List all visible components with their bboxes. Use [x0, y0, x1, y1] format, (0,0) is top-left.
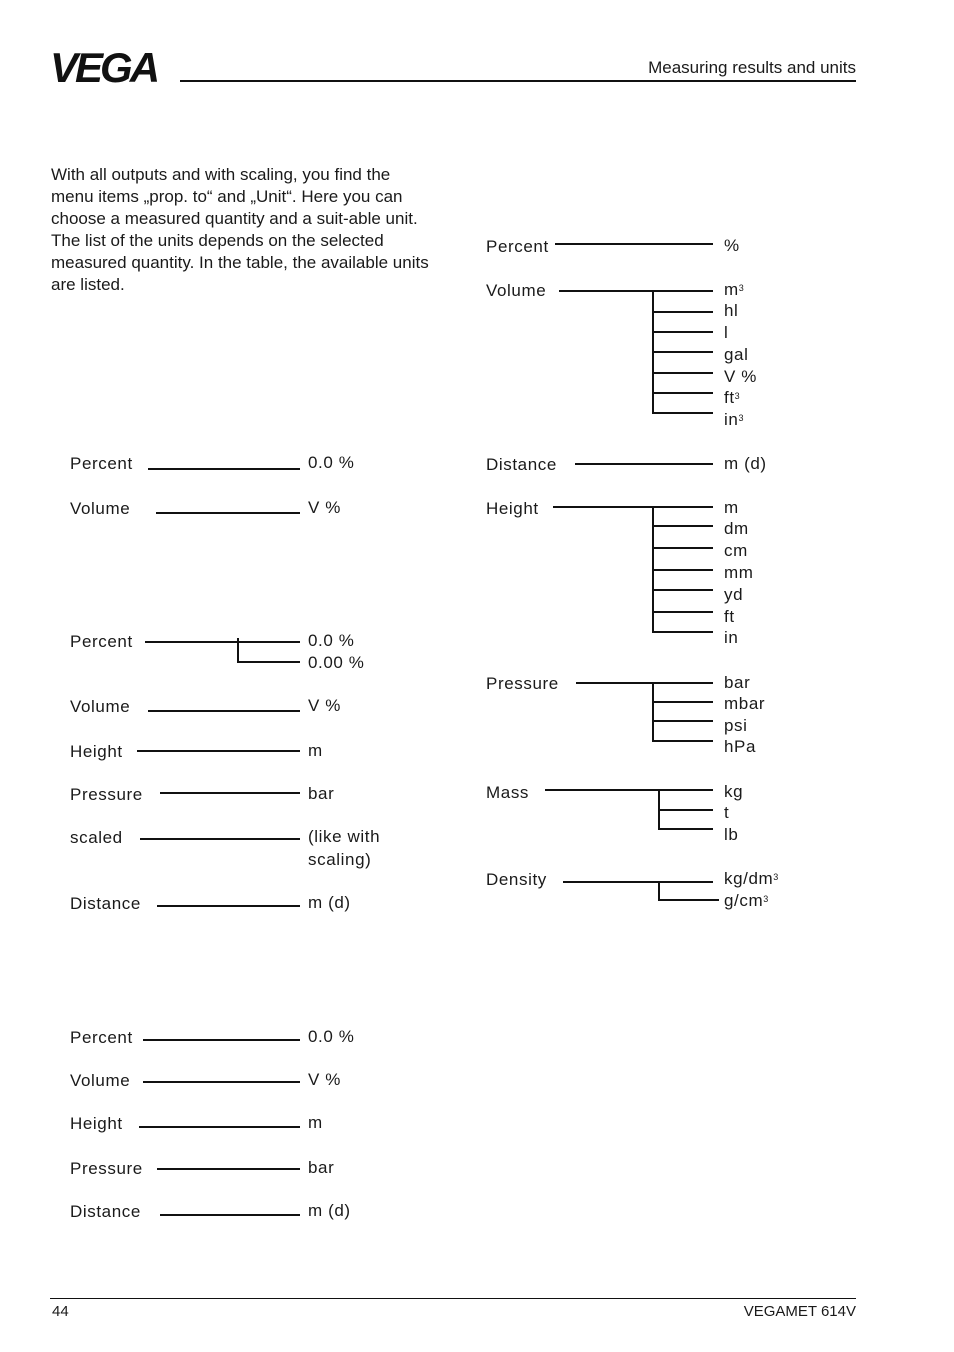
tree-unit: ft	[724, 607, 735, 626]
table3-unit-height: m	[308, 1113, 323, 1132]
page-number: 44	[52, 1303, 69, 1320]
tree-connector	[575, 463, 713, 465]
tree-unit: hl	[724, 301, 739, 320]
tree-connector	[652, 589, 713, 591]
tree-unit: $in^3$	[724, 410, 745, 429]
tree-connector	[652, 547, 713, 549]
tree-connector	[652, 611, 713, 613]
tree-unit: %	[724, 236, 740, 255]
tree-connector	[652, 331, 713, 333]
tree-unit: V %	[724, 367, 757, 386]
table1-unit-volume: V %	[308, 498, 341, 517]
intro-paragraph: With all outputs and with scaling, you find the menu items „prop. to“ and „Unit“. Here you can choose a measured quantity and a suit-able unit. The list of the units depends on the selected measured quantity. In the table, the available units are listed.	[51, 165, 429, 294]
tree-label-height: Height	[486, 499, 539, 518]
tree-unit: m	[724, 498, 739, 517]
tree-label-density: Density	[486, 870, 547, 889]
vega-logo: VEGA	[50, 44, 158, 91]
tree-unit: $m^3$	[724, 280, 745, 299]
tree-connector	[652, 701, 713, 703]
tree-connector	[652, 720, 713, 722]
page-title: Measuring results and units	[648, 58, 856, 77]
table1-label-percent: Percent	[70, 454, 133, 473]
tree-connector	[545, 789, 713, 791]
table2-unit-scaled: (like with	[308, 827, 381, 846]
table2-label-scaled: scaled	[70, 828, 123, 847]
table3-connector	[160, 1214, 300, 1216]
tree-unit: $g/cm^3$	[724, 891, 769, 910]
tree-unit: dm	[724, 519, 749, 538]
table3-label-percent: Percent	[70, 1028, 133, 1047]
table2-unit-volume: V %	[308, 696, 341, 715]
footer-rule	[50, 1298, 856, 1299]
table2-unit-distance: m (d)	[308, 893, 351, 912]
tree-connector	[652, 525, 713, 527]
table2-label-percent: Percent	[70, 632, 133, 651]
table2-label-pressure: Pressure	[70, 785, 143, 804]
table2-connector	[148, 710, 300, 712]
table3-connector	[143, 1039, 300, 1041]
table2-unit-percent-alt: 0.00 %	[308, 653, 365, 672]
tree-unit: hPa	[724, 737, 757, 756]
tree-label-volume: Volume	[486, 281, 547, 300]
tree-branch	[658, 881, 660, 900]
table2-connector	[137, 750, 300, 752]
tree-unit: l	[724, 323, 729, 342]
table3-unit-volume: V %	[308, 1070, 341, 1089]
table2-label-distance: Distance	[70, 894, 141, 913]
tree-unit: bar	[724, 673, 751, 692]
tree-label-pressure: Pressure	[486, 674, 559, 693]
tree-connector	[658, 828, 713, 830]
table3-label-height: Height	[70, 1114, 123, 1133]
tree-connector	[652, 372, 713, 374]
tree-unit: mm	[724, 563, 754, 582]
table1-connector	[148, 468, 300, 470]
table3-unit-distance: m (d)	[308, 1201, 351, 1220]
tree-unit: psi	[724, 716, 748, 735]
table3-label-pressure: Pressure	[70, 1159, 143, 1178]
tree-unit: yd	[724, 585, 744, 604]
product-model: VEGAMET 614V	[743, 1303, 856, 1320]
table2-connector	[237, 661, 300, 663]
table2-unit-height: m	[308, 741, 323, 760]
tree-connector	[658, 809, 713, 811]
table2-connector	[157, 905, 300, 907]
header-rule	[180, 80, 856, 82]
table2-unit-percent: 0.0 %	[308, 631, 355, 650]
table3-label-distance: Distance	[70, 1202, 141, 1221]
tree-connector	[652, 631, 713, 633]
table3-connector	[139, 1126, 300, 1128]
tree-label-percent: Percent	[486, 237, 549, 256]
table2-label-volume: Volume	[70, 697, 131, 716]
table2-branch	[237, 638, 239, 662]
tree-connector	[652, 569, 713, 571]
tree-connector	[652, 351, 713, 353]
table3-label-volume: Volume	[70, 1071, 131, 1090]
tree-connector	[658, 899, 719, 901]
tree-connector	[652, 740, 713, 742]
tree-unit: kg	[724, 782, 744, 801]
tree-connector	[553, 506, 713, 508]
table3-unit-pressure: bar	[308, 1158, 335, 1177]
table2-connector	[140, 838, 300, 840]
tree-connector	[652, 311, 713, 313]
tree-branch	[652, 682, 654, 741]
table2-label-height: Height	[70, 742, 123, 761]
table3-connector	[143, 1081, 300, 1083]
tree-connector	[576, 682, 713, 684]
table2-connector	[160, 792, 300, 794]
tree-connector	[563, 881, 713, 883]
table1-label-volume: Volume	[70, 499, 131, 518]
tree-connector	[559, 290, 713, 292]
tree-connector	[652, 412, 713, 414]
tree-unit: lb	[724, 825, 739, 844]
table1-unit-percent: 0.0 %	[308, 453, 355, 472]
tree-label-mass: Mass	[486, 783, 530, 802]
tree-unit: m (d)	[724, 454, 767, 473]
table2-unit-scaled-cont: scaling)	[308, 850, 372, 869]
tree-unit: $kg/dm^3$	[724, 869, 779, 888]
tree-unit: mbar	[724, 694, 766, 713]
tree-connector	[555, 243, 713, 245]
table2-connector	[145, 641, 300, 643]
table1-connector	[156, 512, 300, 514]
tree-unit: in	[724, 628, 739, 647]
tree-unit: gal	[724, 345, 749, 364]
tree-unit: t	[724, 803, 730, 822]
tree-unit: $ft^3$	[724, 388, 741, 407]
table3-connector	[157, 1168, 300, 1170]
table3-unit-percent: 0.0 %	[308, 1027, 355, 1046]
tree-label-distance: Distance	[486, 455, 557, 474]
table2-unit-pressure: bar	[308, 784, 335, 803]
tree-unit: cm	[724, 541, 748, 560]
tree-connector	[652, 392, 713, 394]
